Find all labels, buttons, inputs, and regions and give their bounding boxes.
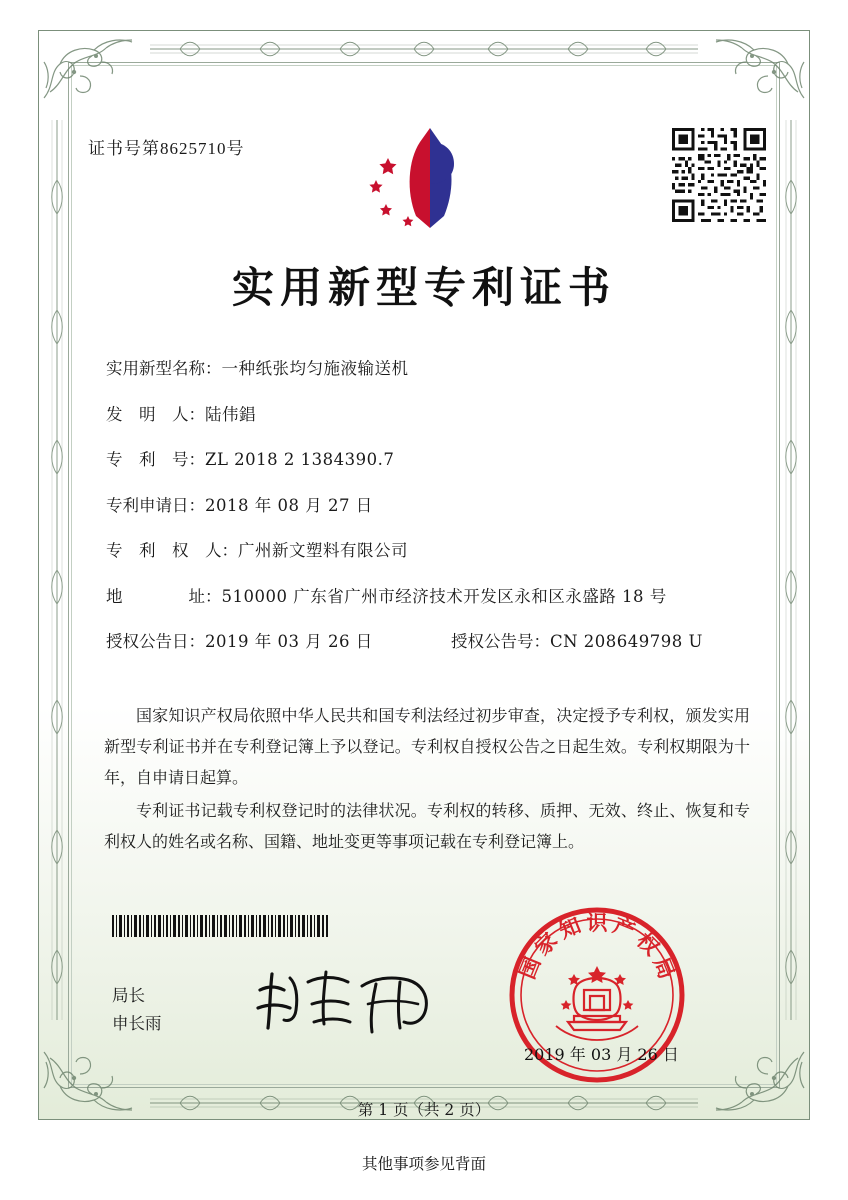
field-value: 510000 广东省广州市经济技术开发区永和区永盛路 18 号 — [221, 586, 667, 606]
field-inventor — [106, 404, 746, 426]
grant-number-group — [451, 631, 703, 653]
field-list — [106, 358, 746, 677]
field-label: 专 利 号： — [106, 450, 205, 469]
field-value: ZL 2018 2 1384390.7 — [205, 450, 395, 469]
svg-text:权: 权 — [632, 927, 665, 960]
field-address — [106, 586, 746, 608]
field-grant-announcement — [106, 631, 746, 653]
qr-code-icon — [672, 128, 766, 222]
grant-number-value: CN 208649798 U — [550, 632, 703, 651]
field-value: 一种纸张均匀施液输送机 — [221, 359, 409, 378]
page-number: 第 1 页（共 2 页） — [357, 1101, 491, 1119]
field-label: 地 址： — [106, 586, 222, 606]
svg-text:局: 局 — [648, 953, 680, 983]
svg-text:家: 家 — [529, 927, 562, 960]
svg-text:知: 知 — [555, 912, 585, 944]
svg-text:识: 识 — [586, 910, 608, 935]
field-value: 广州新文塑料有限公司 — [238, 541, 408, 560]
svg-text:国: 国 — [514, 953, 546, 983]
grant-number-label: 授权公告号： — [451, 632, 550, 651]
body-paragraph-2: 专利证书记载专利权登记时的法律状况。专利权的转移、质押、无效、终止、恢复和专利权人的姓名或名称、国籍、地址变更等事项记载在专利登记簿上。 — [104, 801, 750, 851]
field-value: 陆伟錩 — [205, 404, 256, 424]
body-paragraph-1: 国家知识产权局依照中华人民共和国专利法经过初步审查，决定授予专利权，颁发实用新型专利证书并在专利登记簿上予以登记。专利权自授权公告之日起生效。专利权期限为十年，自申请日起算。 — [104, 706, 750, 787]
field-utility-model-name — [106, 358, 746, 380]
grant-date-value: 2019 年 03 月 26 日 — [205, 632, 373, 651]
field-patentee — [106, 540, 746, 562]
barcode — [112, 915, 330, 937]
seal-date: 2019 年 03 月 26 日 — [524, 1045, 679, 1064]
field-label: 专利申请日： — [106, 495, 205, 515]
handwritten-signature-icon — [250, 960, 450, 1040]
svg-text:产: 产 — [609, 912, 639, 944]
field-label: 专 利 权 人： — [106, 541, 238, 560]
director-name-label: 申长雨 — [112, 1014, 162, 1033]
certificate-number: 证书号第8625710号 — [88, 139, 245, 158]
field-label: 实用新型名称： — [106, 359, 222, 378]
cnipa-logo-icon — [358, 120, 490, 238]
footer-note: 其他事项参见背面 — [361, 1155, 486, 1173]
signature-labels — [112, 982, 162, 1038]
corner-ornament-icon — [40, 32, 136, 102]
director-title-label: 局长 — [112, 986, 145, 1005]
field-application-date — [106, 495, 746, 517]
top-border-ornament-icon — [150, 32, 698, 66]
field-label: 发 明 人： — [106, 404, 205, 424]
field-value: 2018 年 08 月 27 日 — [205, 495, 373, 515]
corner-ornament-icon — [712, 32, 808, 102]
grant-date-label: 授权公告日： — [106, 632, 205, 651]
field-patent-number — [106, 449, 746, 471]
page-title: 实用新型专利证书 — [231, 263, 616, 312]
body-text — [104, 700, 750, 859]
